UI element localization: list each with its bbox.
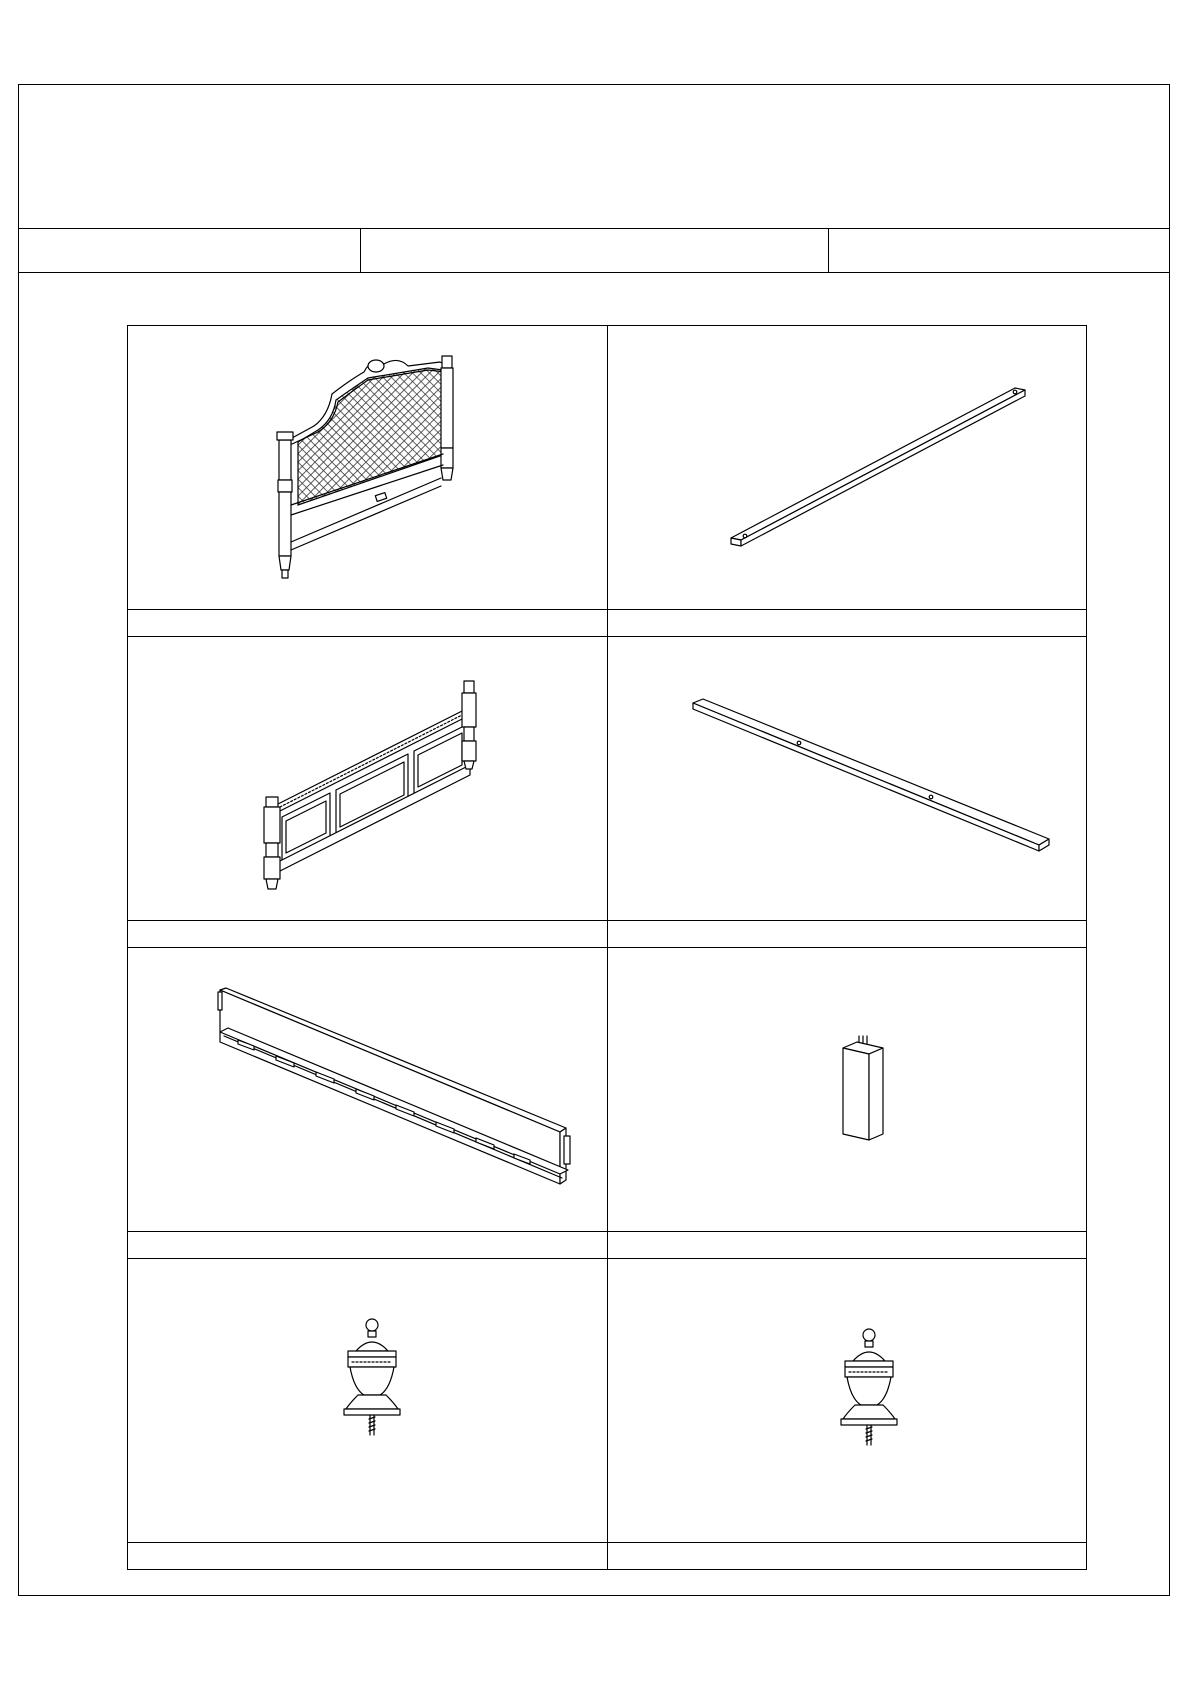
part-image [608,326,1086,610]
info-cell-right [829,229,1171,272]
finial-icon [637,1263,1057,1539]
header-band [19,85,1169,229]
part-cell-finial-right [607,1258,1087,1570]
part-image [128,326,607,610]
footboard-icon [158,641,578,917]
flat-rail-icon [637,641,1057,917]
flat-rail-icon [637,330,1057,606]
part-image [128,637,607,921]
part-image [608,948,1086,1232]
part-image [128,948,607,1232]
parts-row [127,325,1087,636]
part-cell-finial-left [127,1258,607,1570]
part-cell-side-rail [127,947,607,1258]
parts-row [127,947,1087,1258]
part-label [608,1543,1086,1569]
part-label [608,921,1086,947]
side-rail-icon [158,952,578,1228]
part-label [128,1232,607,1258]
part-label [128,921,607,947]
part-cell-cross-rail [607,636,1087,947]
part-cell-support-leg [607,947,1087,1258]
info-cell-left [19,229,361,272]
part-label [128,610,607,636]
part-label [608,610,1086,636]
part-image [128,1259,607,1543]
part-image [608,1259,1086,1543]
parts-row [127,1258,1087,1570]
headboard-icon [158,330,578,606]
parts-row [127,636,1087,947]
parts-grid [127,325,1087,1570]
finial-icon [158,1263,578,1539]
leg-icon [637,952,1057,1228]
part-label [608,1232,1086,1258]
part-cell-headboard [127,325,607,636]
document-frame [18,84,1170,1596]
part-cell-footboard [127,636,607,947]
part-label [128,1543,607,1569]
info-row [19,229,1169,273]
part-image [608,637,1086,921]
part-cell-center-slat-rail [607,325,1087,636]
info-cell-center [361,229,829,272]
